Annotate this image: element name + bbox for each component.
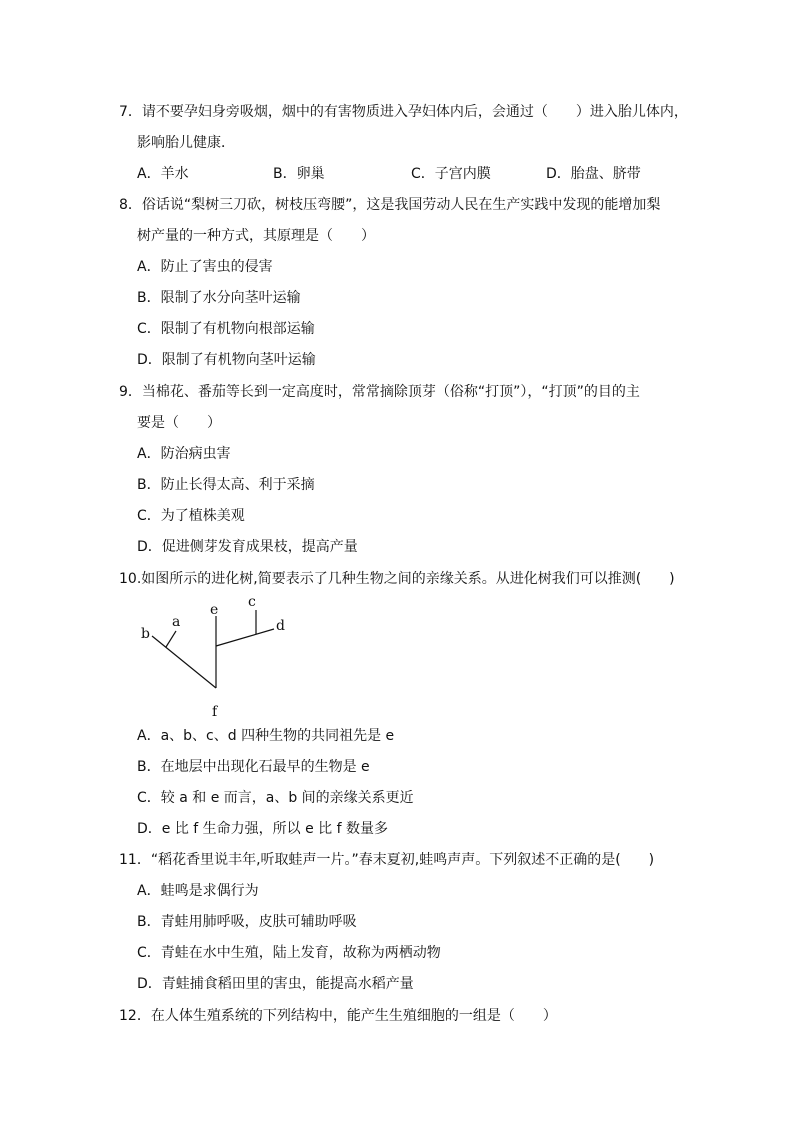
evolution-tree-diagram xyxy=(132,596,302,720)
tree-label-c: c xyxy=(248,596,256,610)
tree-label-d: d xyxy=(276,618,285,634)
q10-option-a: A．a、b、c、d 四种生物的共同祖先是 e xyxy=(137,728,395,744)
q7-options xyxy=(0,165,794,183)
q12-stem-line1: 12．在人体生殖系统的下列结构中，能产生生殖细胞的一组是（ ） xyxy=(119,1008,557,1024)
q8-option-b: B．限制了水分向茎叶运输 xyxy=(137,290,301,306)
q9-stem-line1: 9．当棉花、番茄等长到一定高度时，常常摘除顶芽（俗称“打顶”），“打顶”的目的主 xyxy=(119,384,640,400)
q9-option-a: A．防治病虫害 xyxy=(137,446,231,462)
q8-option-c: C．限制了有机物向根部运输 xyxy=(137,321,315,337)
tree-label-a: a xyxy=(172,614,181,630)
q10-option-b: B．在地层中出现化石最早的生物是 e xyxy=(137,759,370,775)
q9-option-d: D．促进侧芽发育成果枝，提高产量 xyxy=(137,539,358,555)
q7-option-a: A．羊水 xyxy=(137,166,189,182)
q9-stem-line2: 要是（ ） xyxy=(137,415,221,431)
q8-stem-line1: 8．俗话说“梨树三刀砍，树枝压弯腰”，这是我国劳动人民在生产实践中发现的能增加梨 xyxy=(119,197,661,213)
q7-option-c: C．子宫内膜 xyxy=(411,166,491,182)
q9-option-c: C．为了植株美观 xyxy=(137,508,245,524)
q11-option-a: A．蛙鸣是求偶行为 xyxy=(137,883,259,899)
q8-option-a: A．防止了害虫的侵害 xyxy=(137,259,273,275)
tree-label-b: b xyxy=(141,626,150,642)
q7-stem-line2: 影响胎儿健康． xyxy=(137,135,235,151)
q7-option-d: D．胎盘、脐带 xyxy=(546,166,641,182)
q9-option-b: B．防止长得太高、利于采摘 xyxy=(137,477,315,493)
q8-stem-line2: 树产量的一种方式，其原理是（ ） xyxy=(137,228,375,244)
q10-option-d: D．e 比 f 生命力强，所以 e 比 f 数量多 xyxy=(137,821,389,837)
tree-label-f: f xyxy=(212,704,218,720)
tree-branch-cd xyxy=(216,629,274,646)
tree-branch-a xyxy=(166,631,176,647)
q11-option-b: B．青蛙用肺呼吸，皮肤可辅助呼吸 xyxy=(137,914,357,930)
q7-stem-line1: 7．请不要孕妇身旁吸烟，烟中的有害物质进入孕妇体内后，会通过（ ）进入胎儿体内， xyxy=(119,104,688,120)
q8-option-d: D．限制了有机物向茎叶运输 xyxy=(137,352,316,368)
tree-branch-b xyxy=(152,636,216,688)
q10-stem-line1: 10.如图所示的进化树,简要表示了几种生物之间的亲缘关系。从进化树我们可以推测( ) xyxy=(119,571,675,587)
tree-label-e: e xyxy=(210,602,219,618)
q11-stem-line1: 11．“稻花香里说丰年,听取蛙声一片。”春末夏初,蛙鸣声声。下列叙述不正确的是( ) xyxy=(119,852,655,868)
q11-option-c: C．青蛙在水中生殖，陆上发育，故称为两栖动物 xyxy=(137,945,441,961)
q7-option-b: B．卵巢 xyxy=(273,166,325,182)
q10-option-c: C．较 a 和 e 而言，a、b 间的亲缘关系更近 xyxy=(137,790,414,806)
q11-option-d: D．青蛙捕食稻田里的害虫，能提高水稻产量 xyxy=(137,976,414,992)
